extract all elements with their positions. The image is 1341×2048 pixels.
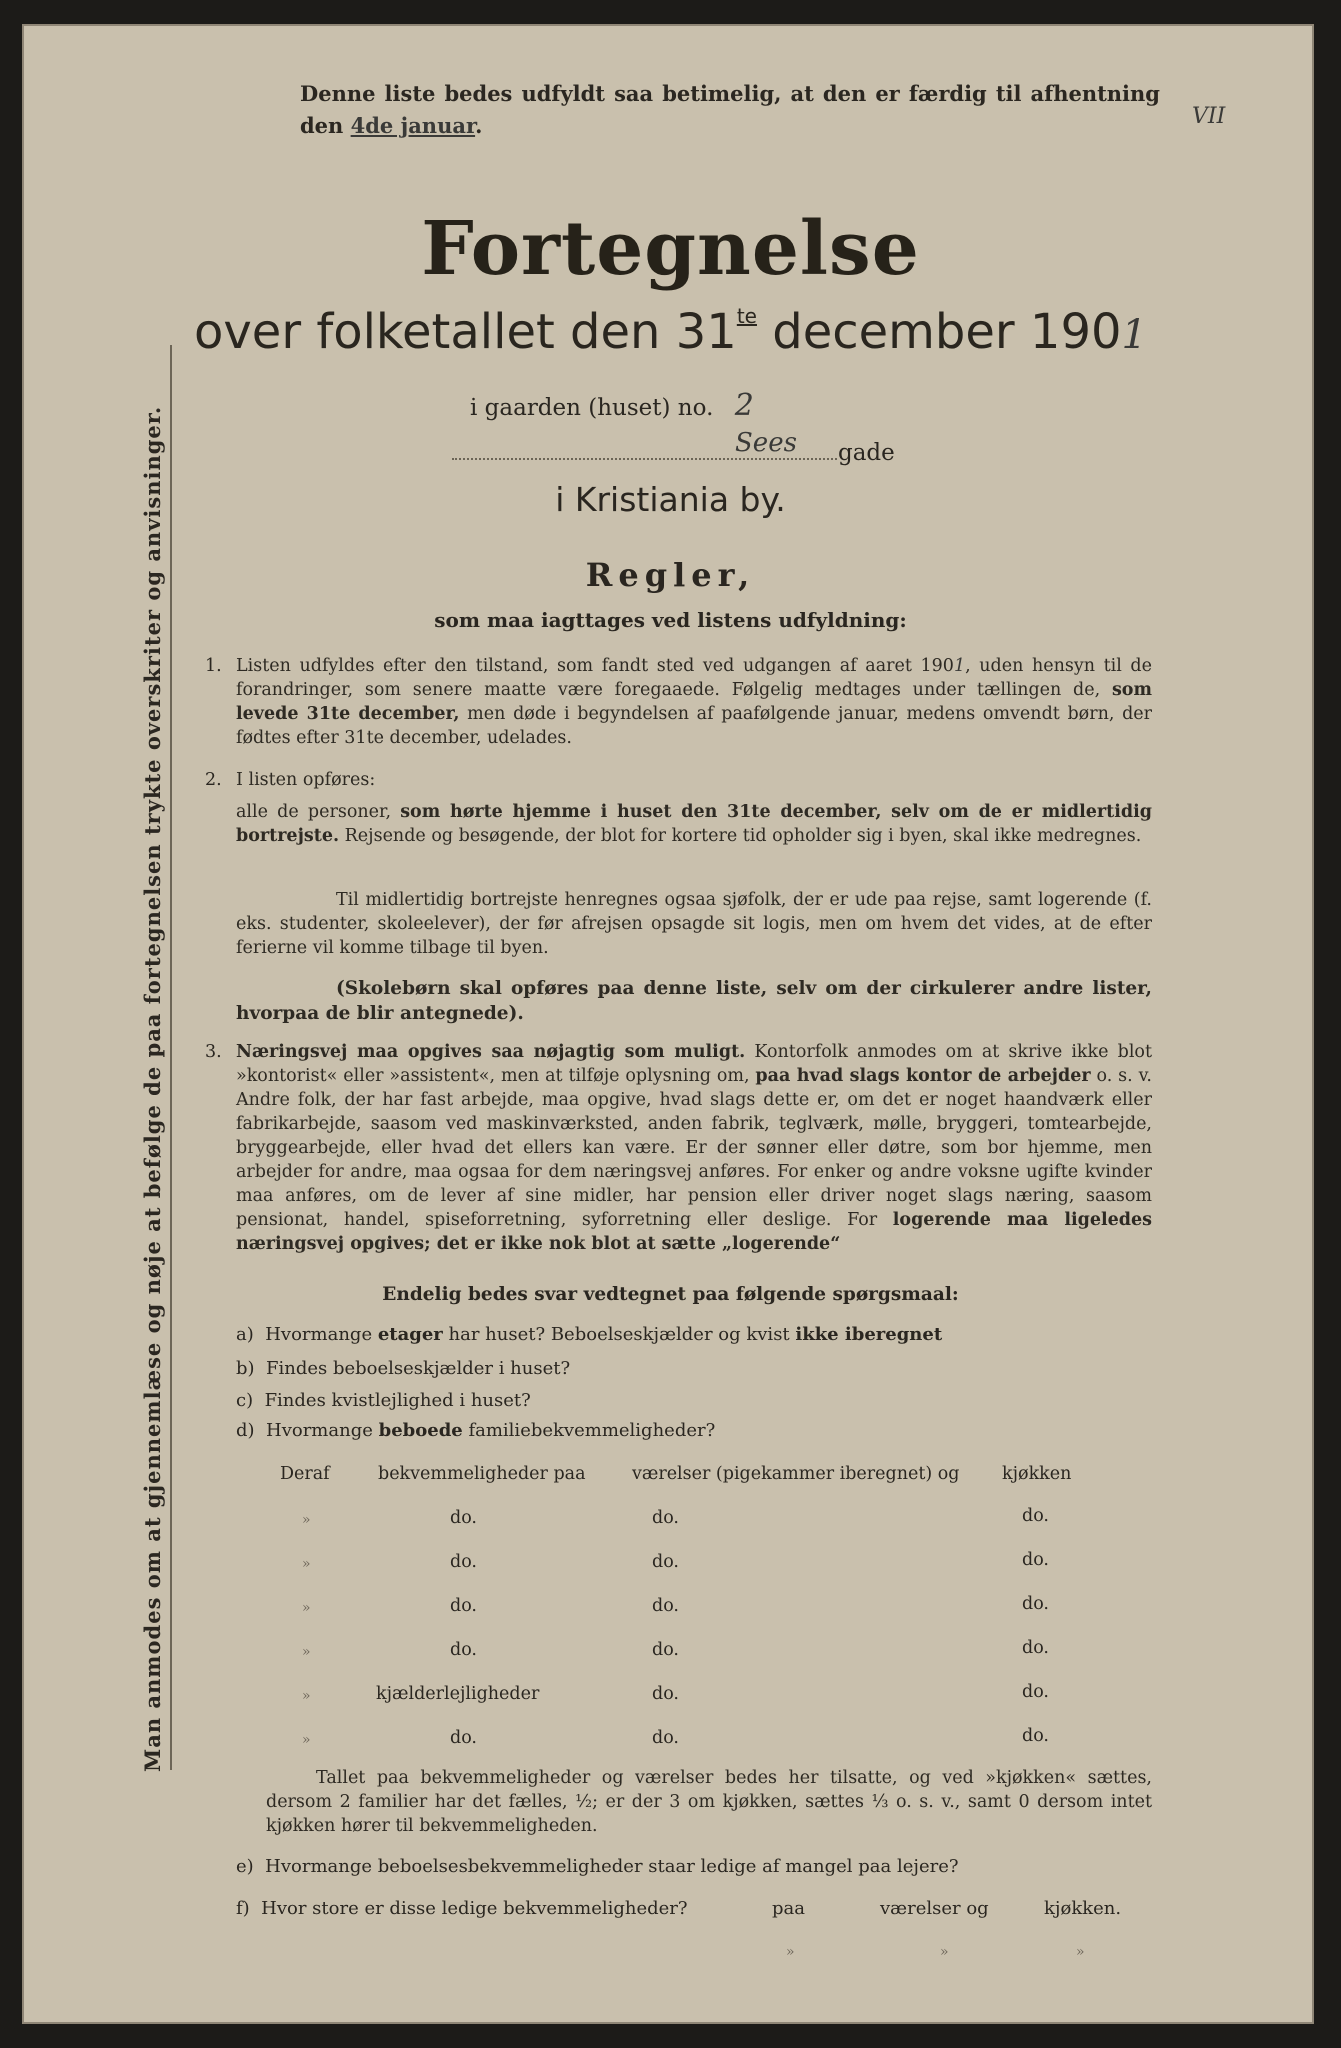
rule-1-part2: , uden hensyn til de forandringer, som senere maatte være foregaaede. Følgelig medtages under tællingen de, — [236, 656, 1152, 700]
question-b-text: Findes beboelseskjælder i huset? — [266, 1358, 571, 1379]
table-row-4-col3: do. — [1022, 1638, 1049, 1658]
question-a-text-1: Hvormange — [265, 1324, 378, 1345]
rule-1-text — [236, 654, 1152, 750]
table-row-3-marker: » — [302, 1600, 311, 1616]
table-row-4-col1: do. — [450, 1640, 477, 1660]
question-a — [236, 1324, 942, 1345]
handwritten-year-digit: 1 — [1121, 312, 1147, 358]
rule-3-bold-2: paa hvad slags kontor de arbejder — [755, 1066, 1091, 1086]
question-d-text-1: Hvormange — [266, 1420, 379, 1441]
side-margin-rule — [170, 345, 172, 1770]
question-f-text: Hvor store er disse ledige bekvemmeligheder? — [261, 1898, 688, 1919]
table-row-5-marker: » — [302, 1688, 311, 1704]
table-row-6-col3: do. — [1022, 1726, 1049, 1746]
table-row-4-marker: » — [302, 1644, 311, 1660]
question-d — [236, 1420, 715, 1441]
table-row-4-col2: do. — [652, 1640, 679, 1660]
question-a-bold-1: etager — [377, 1324, 443, 1345]
table-row-3-col3: do. — [1022, 1594, 1049, 1614]
question-e-text: Hvormange beboelsesbekvemmeligheder staar ledige af mangel paa lejere? — [265, 1856, 959, 1877]
table-row-5-col2: do. — [652, 1684, 679, 1704]
subtitle-text: over folketallet den 31 — [194, 304, 737, 360]
rule-3-part2: o. s. v. Andre folk, der har fast arbejde, maa opgive, hvad slags dette er, om det er noget haandværk eller fabrikarbejde, saasom ved maskinværksted, anden fabrik, teglværk, mølle, bryggeri, tomtearbejde, bryggearbejde, eller hvad det ellers kan være. Er der sønner eller døtre, som bor hjemme, men arbejder for andre, maa ogsaa for dem næringsvej anføres. For enker og andre voksne ugifte kvinder maa anføres, om de lever af sine midler, har pension eller driver noget slags næring, saasom pensionat, handel, spiseforretning, syforretning eller deslige. For — [236, 1066, 1152, 1230]
rule-3-number: 3. — [205, 1042, 222, 1062]
table-row-5-col1: kjælderlejligheder — [376, 1684, 540, 1704]
rule-1-part3: men døde i begyndelsen af paafølgende januar, medens omvendt børn, der fødtes efter 31te december, udelades. — [236, 704, 1152, 748]
bottom-marker-2: » — [940, 1944, 949, 1960]
table-row-1-col1: do. — [450, 1508, 477, 1528]
question-f-kjokken: kjøkken. — [1044, 1898, 1122, 1919]
rule-2-part1: alle de personer, — [236, 802, 401, 822]
rule-3-bold-1: Næringsvej maa opgives saa nøjagtig som muligt. — [236, 1042, 746, 1062]
table-row-1-col2: do. — [652, 1508, 679, 1528]
street-handwritten-name: Sees — [735, 428, 797, 458]
form-subtitle — [0, 304, 1341, 360]
table-row-2-col2: do. — [652, 1552, 679, 1572]
rule-3-bold-3: logerende maa ligeledes næringsvej opgives; det er ikke nok blot at sætte „logerende“ — [236, 1210, 1152, 1254]
question-c-label: c) — [236, 1390, 254, 1411]
question-a-bold-2: ikke iberegnet — [795, 1324, 943, 1345]
question-b-label: b) — [236, 1358, 255, 1379]
question-a-label: a) — [236, 1324, 254, 1345]
question-c — [236, 1390, 531, 1411]
rule-2-text — [236, 800, 1152, 848]
table-row-2-col1: do. — [450, 1552, 477, 1572]
corner-handwritten-mark: VII — [1192, 104, 1226, 129]
rule-3-text — [236, 1040, 1152, 1256]
rule-2-bold: som hørte hjemme i huset den 31te december, selv om de er midlertidig bortrejste. — [236, 802, 1152, 846]
rule-2-part2: Rejsende og besøgende, der blot for kortere tid opholder sig i byen, skal ikke medregnes. — [339, 826, 1142, 846]
rule-1-bold: som levede 31te december, — [236, 680, 1152, 724]
side-instruction: Man anmodes om at gjennemlæse og nøje at befølge de paa fortegnelsen trykte overskriter og anvisninger. — [140, 405, 165, 1772]
questions-heading: Endelig bedes svar vedtegnet paa følgende spørgsmaal: — [382, 1284, 959, 1305]
rule-1-handwritten-year: 1 — [953, 656, 966, 676]
street-label: gade — [838, 440, 895, 466]
table-row-1-col3: do. — [1022, 1506, 1049, 1526]
rules-heading: Regler, — [585, 556, 756, 594]
house-number-value: 2 — [734, 388, 754, 423]
question-d-label: d) — [236, 1420, 255, 1441]
table-row-2-col3: do. — [1022, 1550, 1049, 1570]
question-e-label: e) — [236, 1856, 254, 1877]
question-a-text-2: har huset? Beboelseskjælder og kvist — [442, 1324, 796, 1345]
table-header-kjokken: kjøkken — [1002, 1464, 1072, 1484]
table-header-vaerelser: værelser (pigekammer iberegnet) og — [632, 1464, 960, 1484]
rules-subheading: som maa iagttages ved listens udfyldning: — [434, 608, 907, 632]
subtitle-superscript: te — [736, 304, 757, 328]
subtitle-year: december 190 — [756, 304, 1122, 360]
city-line: i Kristiania by. — [555, 480, 786, 519]
table-row-5-col3: do. — [1022, 1682, 1049, 1702]
rule-2-paragraph-2: Til midlertidig bortrejste henregnes ogsaa sjøfolk, der er ude paa rejse, samt logerende (f. eks. studenter, skoleelever), der før afrejsen opsagde sit logis, men om hvem det vides, at de efter ferierne vil komme tilbage til byen. — [236, 890, 1152, 958]
table-row-6-marker: » — [302, 1732, 311, 1748]
question-f-paa: paa — [772, 1898, 805, 1919]
question-f-vaerelser: værelser og — [880, 1898, 989, 1919]
table-row-2-marker: » — [302, 1556, 311, 1572]
table-header-bekvemmeligheder: bekvemmeligheder paa — [378, 1464, 586, 1484]
question-f-label: f) — [236, 1898, 250, 1919]
table-header-deraf: Deraf — [280, 1464, 330, 1484]
table-row-3-col2: do. — [652, 1596, 679, 1616]
table-row-6-col2: do. — [652, 1728, 679, 1748]
question-d-text-2: familiebekvemmeligheder? — [462, 1420, 716, 1441]
table-row-1-marker: » — [302, 1512, 311, 1528]
header-instruction-end: . — [475, 113, 483, 138]
question-c-text: Findes kvistlejlighed i huset? — [264, 1390, 531, 1411]
question-b — [236, 1358, 570, 1379]
rule-2-intro: I listen opføres: — [236, 770, 376, 790]
table-row-6-col1: do. — [450, 1728, 477, 1748]
table-note: Tallet paa bekvemmeligheder og værelser bedes her tilsatte, og ved »kjøkken« sættes, dersom 2 familier har det fælles, ½; er der 3 om kjøkken, sættes ⅓ o. s. v., samt 0 dersom intet kjøkken hører til bekvemmeligheden. — [266, 1768, 1152, 1836]
house-number-label: i gaarden (huset) no. — [470, 395, 714, 421]
house-number-line — [470, 388, 754, 423]
rule-2-paragraph-3: (Skolebørn skal opføres paa denne liste, selv om der cirkulerer andre lister, hvorpaa de blir antegnede). — [236, 978, 1152, 1024]
question-f — [236, 1898, 688, 1919]
header-instruction — [300, 78, 1160, 142]
header-instruction-text: Denne liste bedes udfyldt saa betimelig, at den er færdig til afhentning den — [300, 81, 1160, 138]
bottom-marker-1: » — [786, 1944, 795, 1960]
form-title: Fortegnelse — [421, 206, 920, 292]
question-e — [236, 1856, 959, 1877]
table-row-3-col1: do. — [450, 1596, 477, 1616]
rule-1-number: 1. — [205, 656, 222, 676]
bottom-marker-3: » — [1076, 1944, 1085, 1960]
question-d-bold: beboede — [378, 1420, 463, 1441]
pickup-date: 4de januar — [350, 113, 476, 138]
rule-1-part1: Listen udfyldes efter den tilstand, som fandt sted ved udgangen af aaret 190 — [236, 656, 954, 676]
rule-3-part1: Kontorfolk anmodes om at skrive ikke blot »kontorist« eller »assistent«, men at tilføje oplysning om, — [236, 1042, 1152, 1086]
rule-2-number: 2. — [205, 770, 222, 790]
